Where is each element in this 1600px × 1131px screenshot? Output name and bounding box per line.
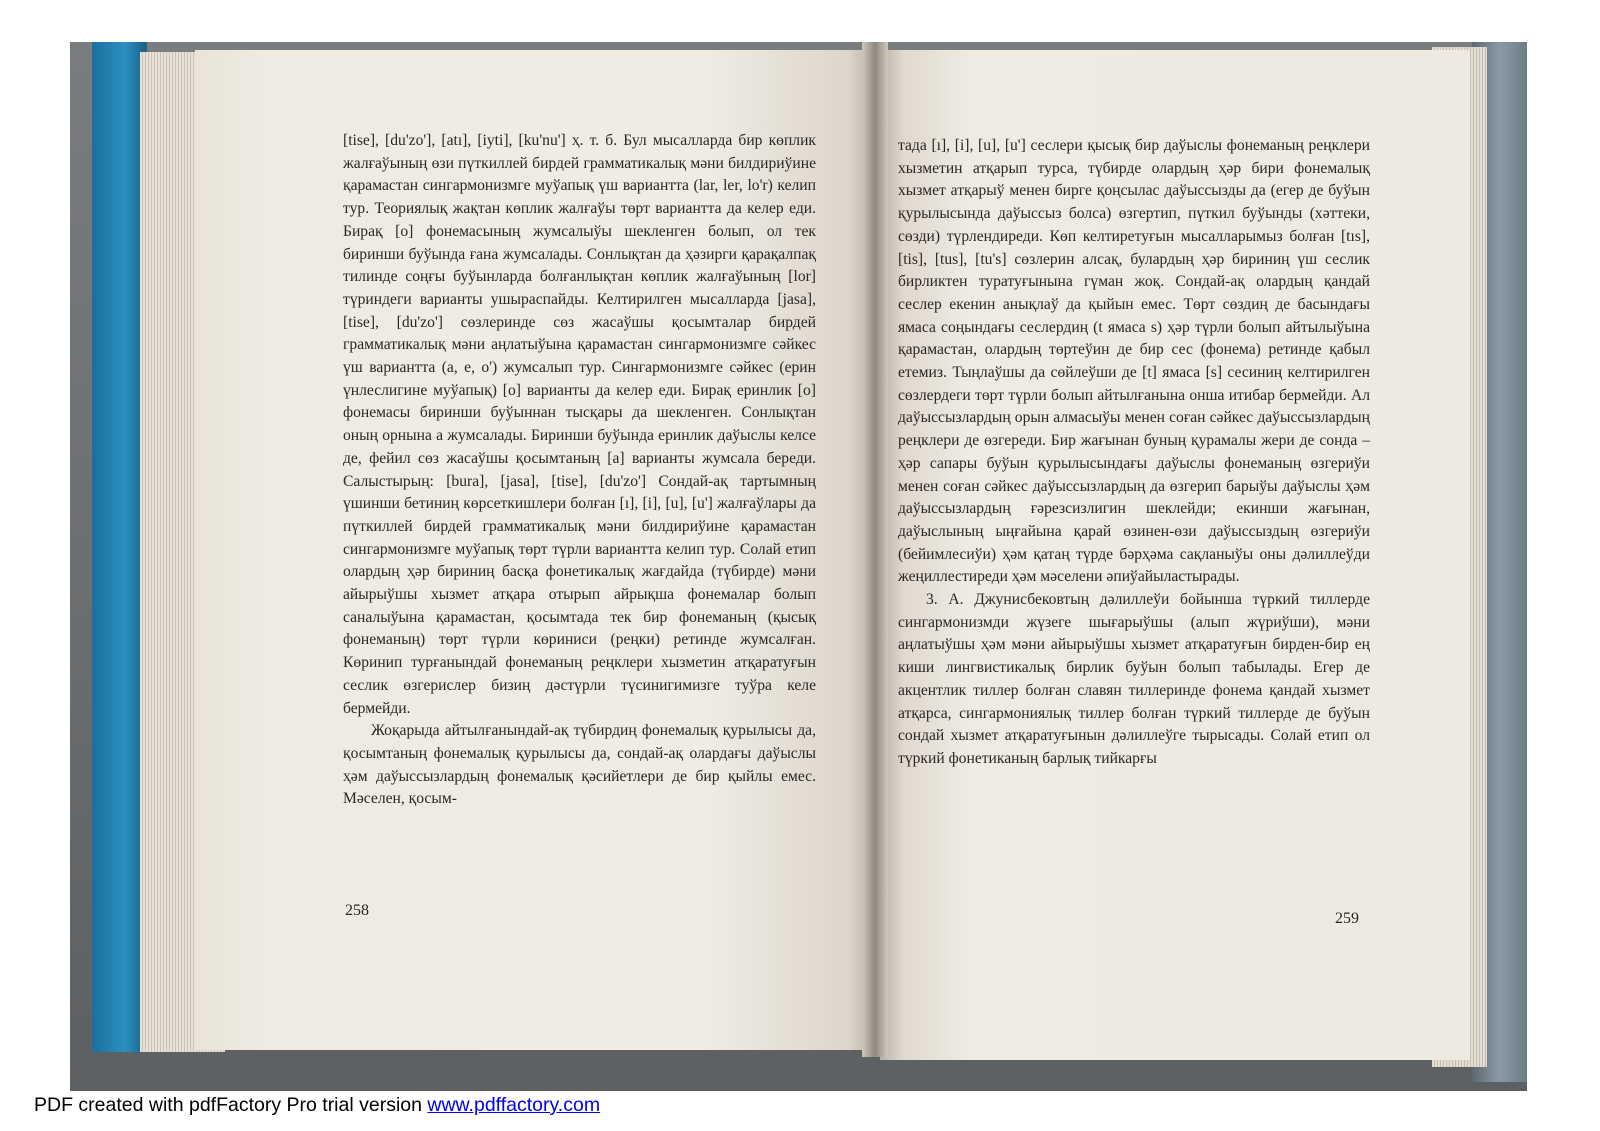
footer-text: PDF created with pdfFactory Pro trial version — [34, 1094, 428, 1116]
right-page-text — [898, 135, 1370, 771]
left-paragraph-1: [tise], [du'zo'], [atı], [iyti], [ku'nu'] ҳ. т. б. Бул мысалларда бир көплик жалғаўының өзи пүткиллей бирдей грамматикалық мәни билдириўине қарамастан сингармонизмге муўапық үш варианттa (lar, ler, lo'r) келип тур. Теориялық жақтан көплик жалғаўы төрт вариантта да келер еди. Бирақ [o] фонемасының жумсалыўы шекленген болып, ол тек биринши буўында ғана жумсалады. Сонлықтан да ҳәзирги қарақалпақ тилинде соңғы буўынларда болғанлықтан көплик жалғаўының [lor] түриндеги варианты ушыраспайды. Келтирилген мысалларда [jasa], [tise], [du'zo'] сөзлеринде сөз жасаўшы қосымталар бирдей грамматикалық мәни аңлатыўына қарамастан сингармонизмге сәйкес үш варианттa (a, e, o') жумсалып тур. Сингармонизмге сәйкес (ерин үнлеслигине муўапық) [o] варианты да келер еди. Бирақ еринлик [o] фонемасы биринши буўыннан тысқары да шекленген. Сонлықтан оның орнына a жумсалады. Биринши буўында еринлик даўыслы келсе де, фейил сөз жасаўшы қосымтаның [a] варианты жумсала береди. Салыстырың: [bura], [jasa], [tise], [du'zo'] Сондай-ақ тартымның үшинши бетиниң көрсеткишлери болған [ı], [i], [u], [u'] жалғаўлары да пүткиллей бирдей грамматикалық мәни билдириўине қарамастан сингармонизмге муўапық төрт түрли вариантта келип тур. Солай етип олардың ҳәр бириниң басқа фонетикалық жағдайда (түбирде) мәни айырыўшы хызмет атқара отырып айрықша фонемалар болып саналыўына қарамастан, қосымтада тек бир фонеманың (қысық фонеманың) төрт түрли көриниси (реңки) ретинде жумсалған. Көринип турғанындай фонеманың реңклери хызметин атқаратуғын сеслик өзгерислер бизиң дәстүрли түсинигимизге туўра келе бермейди. — [343, 132, 816, 717]
left-page-text — [343, 130, 816, 811]
right-paragraph-2: 3. А. Джунисбековтың дәлиллеўи бойынша түркий тиллерде сингармонизмди жүзеге шығарыўшы (алып жүриўши), мәни аңлатыўшы ҳәм мәни айырыўшы хызмет атқаратуғын бирден-бир ең киши лингвистикалық бирлик буўын болып табылады. Егер де акцентлик тиллер болған славян тиллеринде фонема қандай хызмет атқарса, сингармониялық тиллер болған түркий тиллерде де буўын сондай хызмет атқаратуғынын дәлиллеўге тырысады. Солай етип ол түркий фонетиканың барлық тийкарғы — [898, 591, 1370, 767]
right-paragraph-1: тада [ı], [i], [u], [u'] сеслери қысық бир даўыслы фонеманың реңклери хызметин атқарып турса, түбирде олардың ҳәр бири фонемалық хызмет атқарыў менен бирге қоңсылас даўыссызды да (егер де буўын қурылысында даўыссыз болса) өзгертип, пүткил буўынды (хәттеки, сөзди) түрлендиреди. Көп келтиретуғын мысалларымыз болған [tıs], [tis], [tus], [tu's] сөзлерин алсақ, булардың ҳәр бириниң үш сеслик бирликтен туратуғынына гүман жоқ. Сондай-ақ олардың қандай сеслер екенин анықлаў да қыйын емес. Төрт сөздиң де басындағы ямаса соңындағы сеслердиң (t ямаса s) ҳәр түрли болып айтылыўына қарамастан, олардың төртеўин де бир сес (фонема) ретинде қабыл етемиз. Тыңлаўшы да сөйлеўши де [t] ямаса [s] сесиниң келтирилген сөзлердеги төрт түрли болып айтылғанына онша итибар бермейди. Ал даўыссызлардың орын алмасыўы менен соған сәйкес даўыссызлардың реңклери де өзгереди. Бир жағынан буның қурамалы жери де сонда – ҳәр сапары буўын қурылысындағы даўыслы фонеманың өзгериўи менен соған сәйкес даўыссызлардың да өзгерип барыўы даўыслы ҳәм даўыссызлардың ғәрезсизлигин шеклейди; екинши жағынан, даўыслының ыңғайына қарай өзинен-өзи даўыссыздың өзгериўи (бейимлесиўи) ҳәм қатаң түрде бәрҳәма сақланыўы оны дәлиллеўди жеңиллестиреди ҳәм мәселени әпиўайыластырады. — [898, 137, 1370, 586]
left-paragraph-2: Жоқарыда айтылғанындай-ақ түбирдиң фонемалық қурылысы да, қосымтаның фонемалық қурылысы да, сондай-ақ олардағы даўыслы ҳәм даўыссызлардың фонемалық қәсийетлери де бир қыйлы емес. Мәселен, қосым- — [343, 722, 816, 808]
right-page-number: 259 — [1335, 910, 1359, 927]
pdf-footer — [34, 1094, 600, 1117]
pdffactory-link[interactable]: www.pdffactory.com — [427, 1094, 601, 1116]
book-cover-left — [92, 42, 147, 1052]
book-gutter — [862, 42, 888, 1057]
right-page — [880, 50, 1470, 1060]
scanned-book-photo — [70, 42, 1527, 1091]
left-page — [195, 50, 875, 1050]
left-page-number: 258 — [345, 902, 369, 919]
